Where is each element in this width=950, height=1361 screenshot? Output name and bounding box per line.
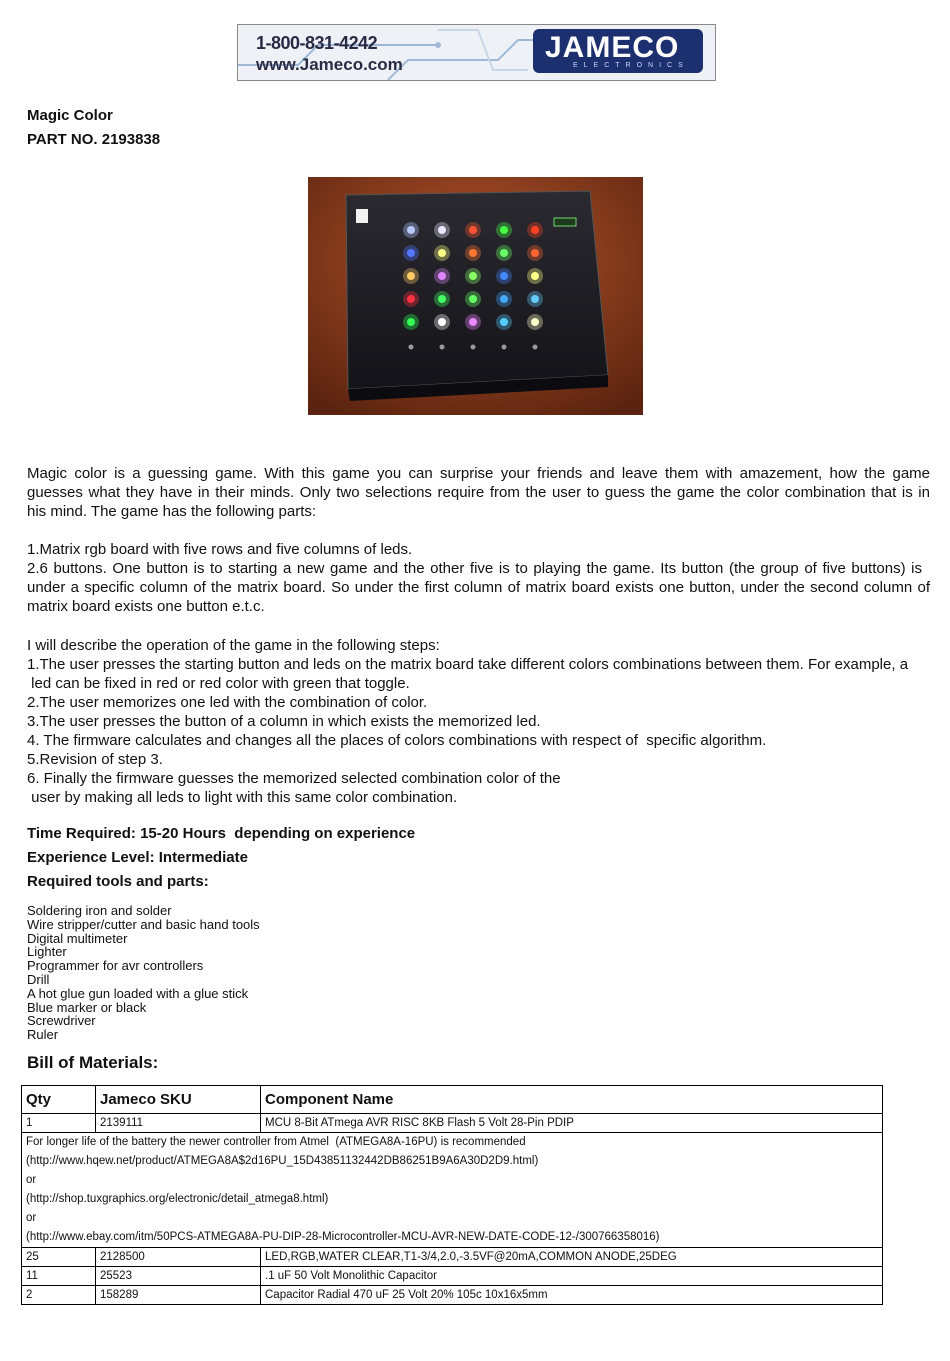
steps-line: led can be fixed in red or red color with green that toggle. — [27, 675, 410, 692]
tool-item: Ruler — [27, 1027, 59, 1043]
sku-cell: 158289 — [96, 1286, 261, 1305]
led — [469, 318, 477, 326]
tool-item: Programmer for avr controllers — [27, 958, 204, 974]
device-photo — [308, 177, 643, 415]
table-row — [22, 1114, 883, 1133]
bom-table — [21, 1085, 883, 1305]
note-line: For longer life of the battery the newer controller from Atmel (ATMEGA8A-16PU) is recommended — [26, 1136, 526, 1148]
led — [438, 295, 446, 303]
parts-line: under a specific column of the matrix board. So under the first column of matrix board exists one button, under the second column of — [27, 579, 930, 596]
tool-item: Lighter — [27, 944, 67, 960]
qty-cell: 11 — [22, 1267, 96, 1286]
logo-text: JAMECO — [545, 31, 680, 64]
experience-level: Experience Level: Intermediate — [27, 849, 248, 866]
led — [438, 272, 446, 280]
note-row — [22, 1133, 883, 1248]
led-board-image — [308, 177, 643, 415]
qty-cell: 1 — [22, 1114, 96, 1133]
parts-line: matrix board exists one button e.t.c. — [27, 598, 265, 615]
intro-paragraph — [27, 464, 930, 521]
steps-line: 1.The user presses the starting button and leds on the matrix board take different colors combinations between them. For example, a — [27, 656, 909, 673]
component-cell: .1 uF 50 Volt Monolithic Capacitor — [261, 1267, 883, 1286]
component-cell: LED,RGB,WATER CLEAR,T1-3/4,2.0,-3.5VF@20mA,COMMON ANODE,25DEG — [261, 1248, 883, 1267]
phone-number: 1-800-831-4242 — [256, 33, 378, 53]
steps-line: 2.The user memorizes one led with the combination of color. — [27, 694, 428, 711]
steps-line: 6. Finally the firmware guesses the memorized selected combination color of the — [27, 770, 561, 787]
website-url[interactable]: www.Jameco.com — [256, 55, 403, 74]
component-cell: Capacitor Radial 470 uF 25 Volt 20% 105c 10x16x5mm — [261, 1286, 883, 1305]
sku-header: Jameco SKU — [96, 1086, 261, 1114]
led — [407, 295, 415, 303]
component-header: Component Name — [261, 1086, 883, 1114]
project-title: Magic Color — [27, 107, 113, 124]
led — [500, 272, 508, 280]
led — [531, 226, 539, 234]
led — [500, 295, 508, 303]
table-row — [22, 1267, 883, 1286]
led — [531, 249, 539, 257]
led — [407, 318, 415, 326]
steps-line: user by making all leds to light with this same color combination. — [27, 789, 458, 806]
part-number: PART NO. 2193838 — [27, 131, 161, 148]
led — [407, 272, 415, 280]
note-line: or — [26, 1174, 37, 1186]
sku-cell: 2128500 — [96, 1248, 261, 1267]
led — [469, 295, 477, 303]
parts-paragraph — [27, 540, 930, 616]
led — [469, 272, 477, 280]
qty-header: Qty — [22, 1086, 96, 1114]
qty-cell: 25 — [22, 1248, 96, 1267]
intro-line: Magic color is a guessing game. With this game you can surprise your friends and leave them with amazement, how the game — [27, 465, 930, 482]
led — [407, 249, 415, 257]
sku-cell: 25523 — [96, 1267, 261, 1286]
time-required: Time Required: 15-20 Hours depending on experience — [27, 825, 416, 842]
bom-heading: Bill of Materials: — [27, 1053, 159, 1072]
led — [531, 318, 539, 326]
note-link[interactable]: (http://shop.tuxgraphics.org/electronic/detail_atmega8.html) — [26, 1193, 329, 1205]
steps-line: 4. The firmware calculates and changes all the places of colors combinations with respect of specific algorithm. — [27, 732, 767, 749]
tool-item: A hot glue gun loaded with a glue stick — [27, 985, 249, 1001]
component-cell: MCU 8-Bit ATmega AVR RISC 8KB Flash 5 Volt 28-Pin PDIP — [261, 1114, 883, 1133]
note-line: or — [26, 1212, 37, 1224]
steps-line: 3.The user presses the button of a column in which exists the memorized led. — [27, 713, 541, 730]
led — [500, 249, 508, 257]
tool-item: Soldering iron and solder — [27, 903, 172, 918]
tool-item: Blue marker or black — [27, 999, 147, 1015]
logo-subtext: ELECTRONICS — [573, 62, 689, 69]
tools-list — [27, 904, 260, 1042]
steps-line: 5.Revision of step 3. — [27, 751, 163, 768]
intro-line: his mind. The game has the following parts: — [27, 503, 317, 520]
led — [438, 226, 446, 234]
note-link[interactable]: (http://www.hqew.net/product/ATMEGA8A$2d16PU_15D43851132442DB86251B9A6A30D2D9.html) — [26, 1155, 539, 1167]
column-button — [502, 345, 507, 350]
parts-line: 2.6 buttons. One button is to starting a new game and the other five is to playing the game. Its button (the group of five buttons) is — [27, 560, 922, 577]
led — [531, 272, 539, 280]
bom-header-row — [22, 1086, 883, 1114]
column-button — [471, 345, 476, 350]
led — [500, 226, 508, 234]
tool-item: Digital multimeter — [27, 930, 128, 946]
jameco-logo — [533, 29, 703, 73]
led — [407, 226, 415, 234]
note-link[interactable]: (http://www.ebay.com/itm/50PCS-ATMEGA8A-PU-DIP-28-Microcontroller-MCU-AVR-NEW-DATE-CODE-12-/300766358016) — [26, 1231, 660, 1243]
parts-line: 1.Matrix rgb board with five rows and five columns of leds. — [27, 541, 413, 558]
column-button — [533, 345, 538, 350]
led — [531, 295, 539, 303]
table-row — [22, 1286, 883, 1305]
led — [469, 249, 477, 257]
steps-paragraph — [27, 636, 930, 807]
column-button — [409, 345, 414, 350]
tool-item: Screwdriver — [27, 1013, 96, 1029]
led — [469, 226, 477, 234]
sku-cell: 2139111 — [96, 1114, 261, 1133]
led — [500, 318, 508, 326]
jameco-banner — [237, 24, 716, 81]
column-button — [440, 345, 445, 350]
controller-note — [22, 1133, 883, 1248]
steps-line: I will describe the operation of the game in the following steps: — [27, 637, 440, 654]
tools-heading: Required tools and parts: — [27, 873, 209, 890]
intro-line: guesses what they have in their minds. Only two selections require from the user to guess the game the color combination that is in — [27, 484, 930, 501]
tool-item: Wire stripper/cutter and basic hand tools — [27, 916, 260, 932]
table-row — [22, 1248, 883, 1267]
led — [438, 318, 446, 326]
tool-item: Drill — [27, 971, 50, 987]
led — [438, 249, 446, 257]
qty-cell: 2 — [22, 1286, 96, 1305]
